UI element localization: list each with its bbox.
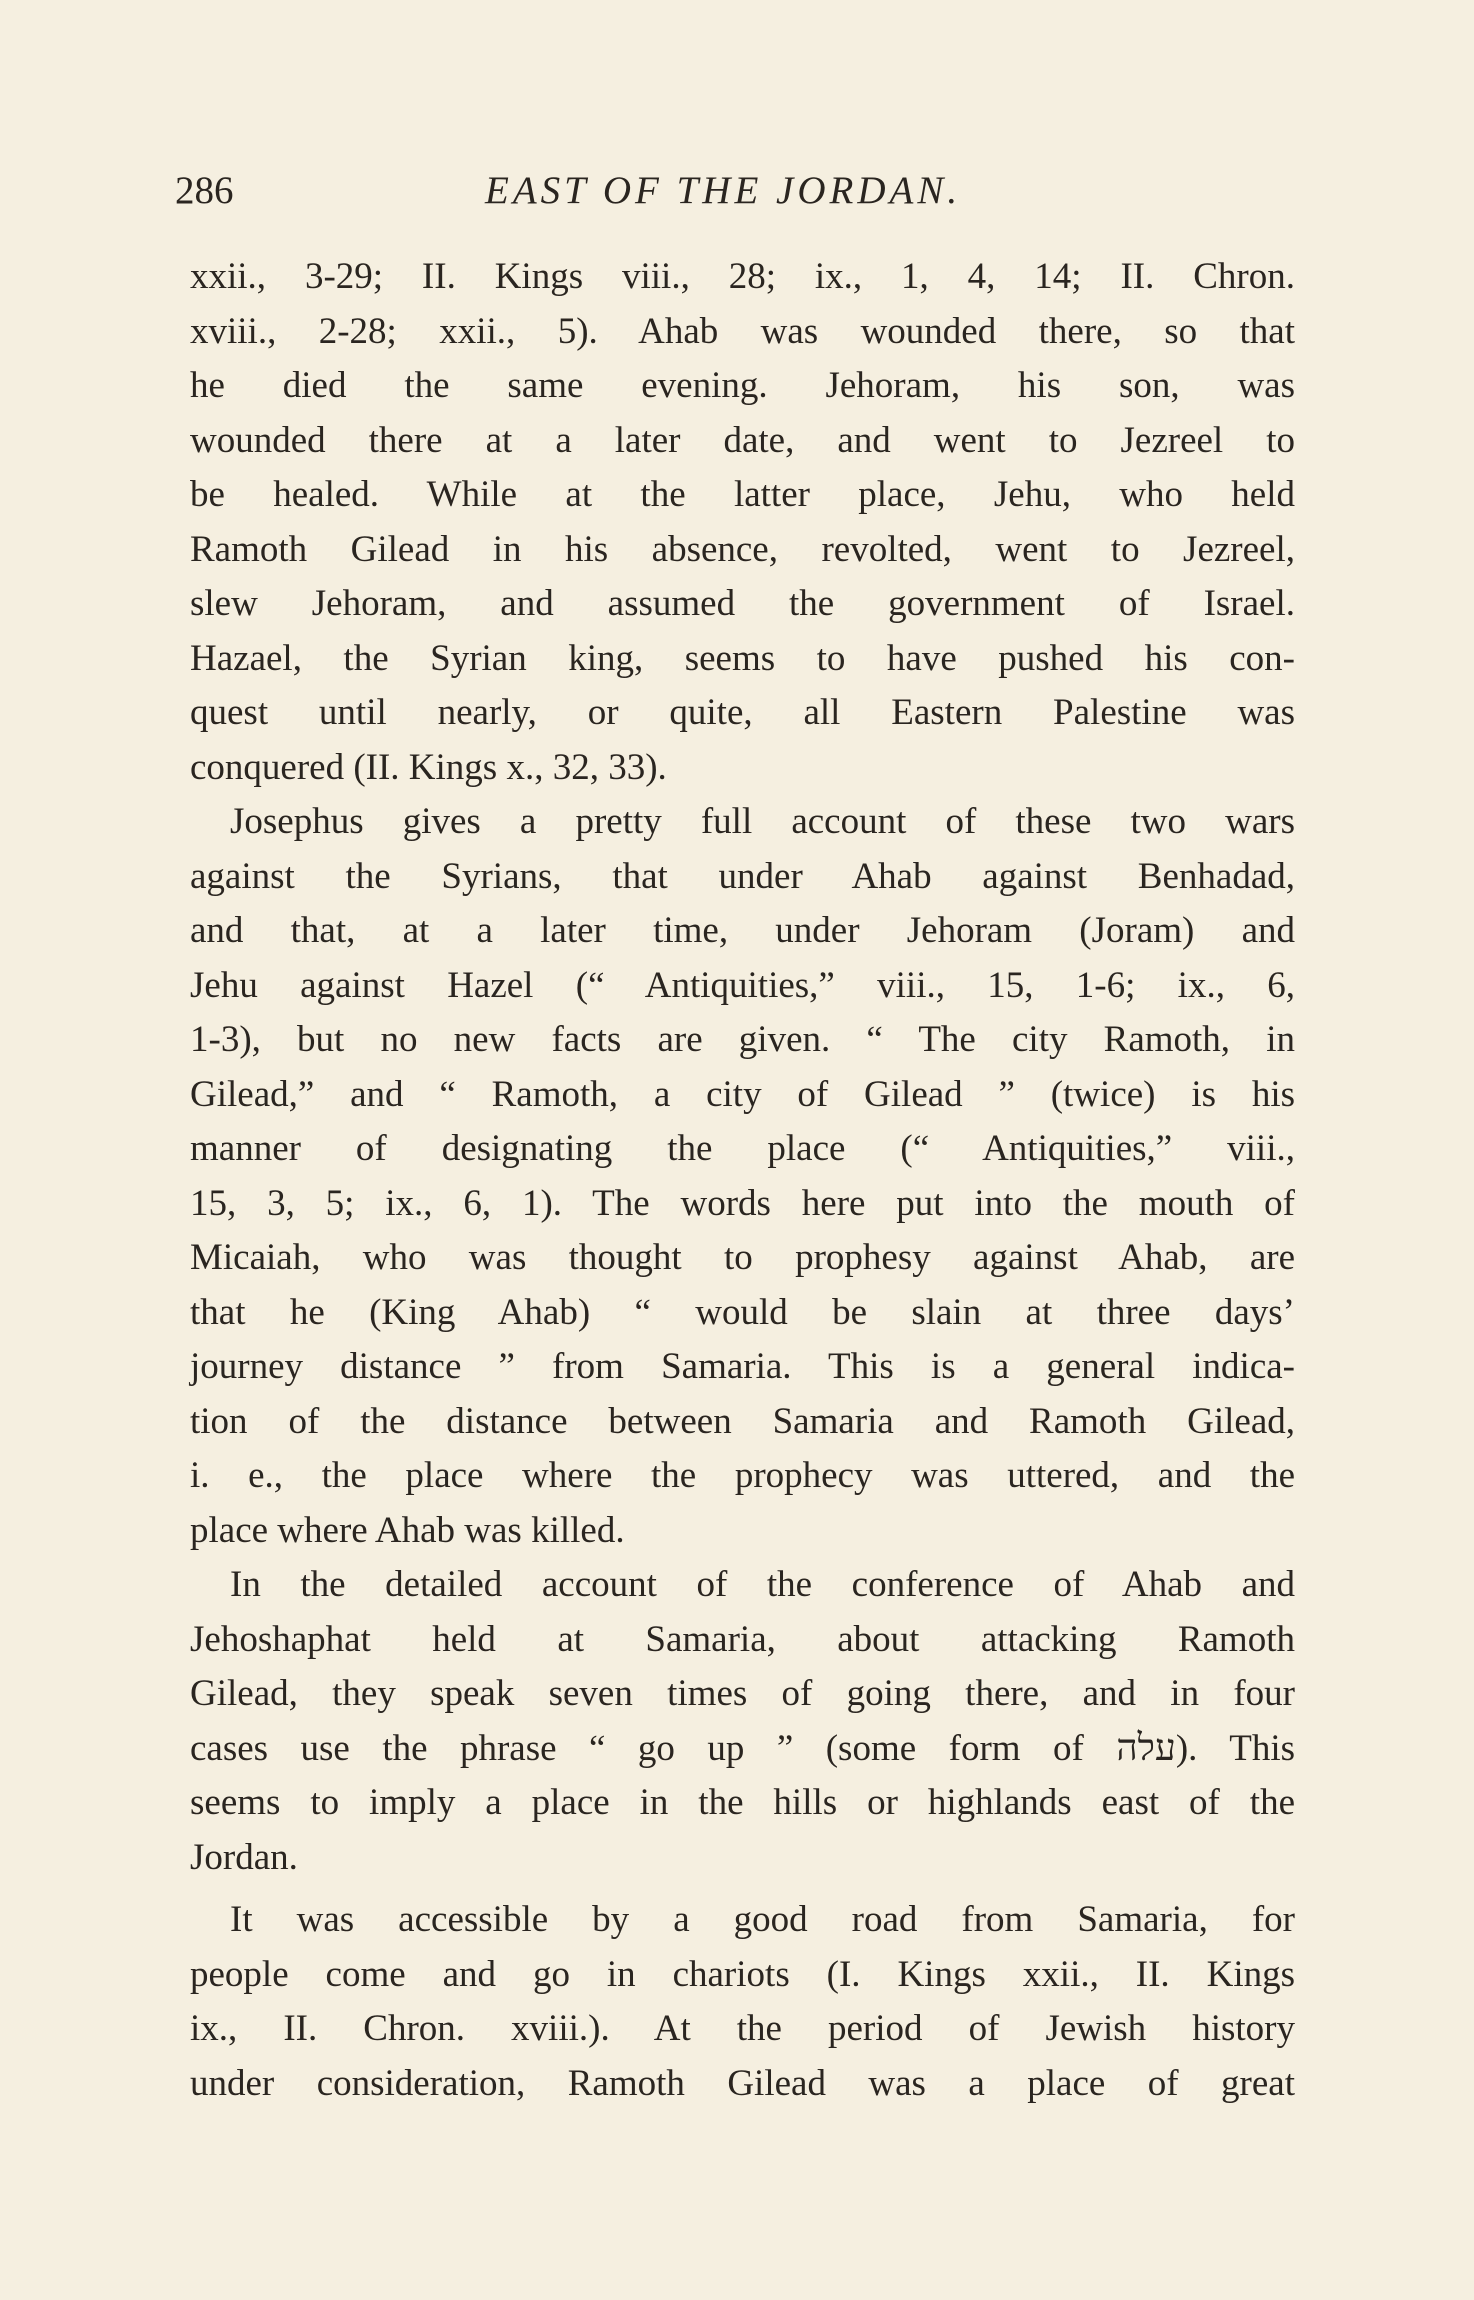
text-line: i. e., the place where the prophecy was uttered, and the [190, 1455, 1295, 1496]
body-text [190, 250, 1295, 2111]
text-line: quest until nearly, or quite, all Eastern Palestine was [190, 692, 1295, 733]
text-line: Gilead,” and “ Ramoth, a city of Gilead ” (twice) is his [190, 1073, 1295, 1115]
text-line: journey distance ” from Samaria. This is a general indica- [190, 1346, 1295, 1387]
text-line: Jehoshaphat held at Samaria, about attacking Ramoth [190, 1618, 1295, 1660]
text-line: 15, 3, 5; ix., 6, 1). The words here put into the mouth of [190, 1182, 1295, 1224]
text-line: Jehu against Hazel (“ Antiquities,” viii., 15, 1-6; ix., 6, [190, 964, 1295, 1006]
text-line: Josephus gives a pretty full account of these two wars [230, 801, 1295, 842]
text-line: seems to imply a place in the hills or highlands east of the [190, 1782, 1295, 1823]
text-line: In the detailed account of the conference of Ahab and [230, 1564, 1295, 1605]
text-line: wounded there at a later date, and went to Jezreel to [190, 419, 1295, 461]
text-line: tion of the distance between Samaria and Ramoth Gilead, [190, 1400, 1295, 1442]
text-line: xxii., 3-29; II. Kings viii., 28; ix., 1, 4, 14; II. Chron. [190, 256, 1295, 297]
text-line: place where Ahab was killed. [190, 1509, 625, 1551]
running-head [175, 168, 1295, 218]
text-line: ix., II. Chron. xviii.). At the period of Jewish history [190, 2008, 1295, 2049]
text-line: manner of designating the place (“ Antiquities,” viii., [190, 1128, 1295, 1169]
text-line: be healed. While at the latter place, Jehu, who held [190, 474, 1295, 515]
text-line: slew Jehoram, and assumed the government of Israel. [190, 583, 1295, 624]
text-line: It was accessible by a good road from Samaria, for [230, 1899, 1295, 1940]
text-line: xviii., 2-28; xxii., 5). Ahab was wounded there, so that [190, 310, 1295, 352]
text-line: he died the same evening. Jehoram, his son, was [190, 365, 1295, 406]
text-line: people come and go in chariots (I. Kings xxii., II. Kings [190, 1953, 1295, 1995]
text-line: conquered (II. Kings x., 32, 33). [190, 746, 667, 788]
running-title: EAST OF THE JORDAN. [485, 169, 962, 212]
text-line: 1-3), but no new facts are given. “ The city Ramoth, in [190, 1019, 1295, 1060]
text-line: Gilead, they speak seven times of going there, and in four [190, 1673, 1295, 1714]
text-line: against the Syrians, that under Ahab against Benhadad, [190, 855, 1295, 897]
text-line: under consideration, Ramoth Gilead was a place of great [190, 2062, 1295, 2104]
text-line: Micaiah, who was thought to prophesy against Ahab, are [190, 1237, 1295, 1278]
page-number: 286 [175, 169, 234, 212]
text-line: that he (King Ahab) “ would be slain at three days’ [190, 1291, 1295, 1333]
text-line: Jordan. [190, 1836, 298, 1878]
text-line: Hazael, the Syrian king, seems to have pushed his con- [190, 637, 1295, 679]
text-line: cases use the phrase “ go up ” (some form of עלה). This [190, 1727, 1295, 1769]
text-line: Ramoth Gilead in his absence, revolted, went to Jezreel, [190, 528, 1295, 570]
text-line: and that, at a later time, under Jehoram (Joram) and [190, 910, 1295, 951]
